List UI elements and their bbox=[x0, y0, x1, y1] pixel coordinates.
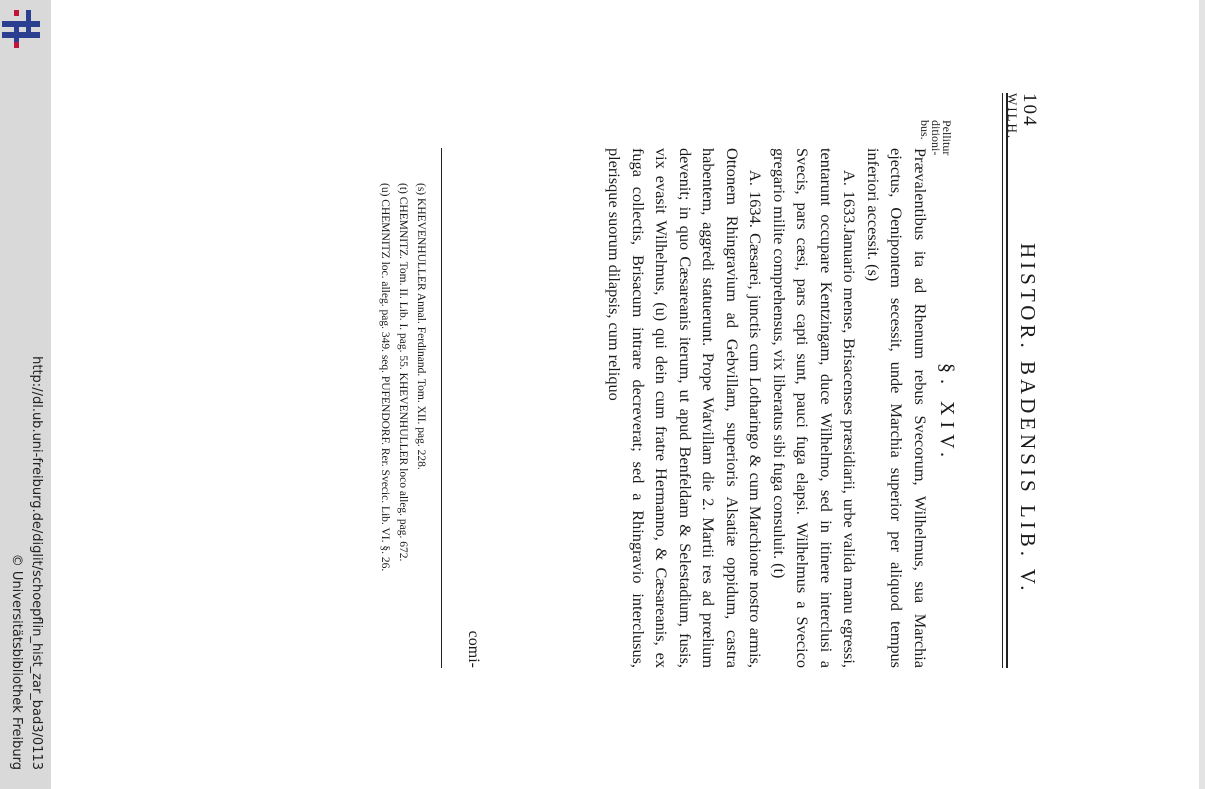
source-url[interactable]: http://dl.ub.uni-freiburg.de/diglit/schoepflin_hist_zar_bad3/0113 bbox=[29, 356, 44, 770]
footnote-s: (s) KHEVENHULLER Annal. Ferdinand. Tom. XII. pag. 228. bbox=[415, 183, 427, 470]
section-title: §. XIV. bbox=[936, 363, 958, 463]
page-number: 104 bbox=[1019, 93, 1040, 128]
scanned-page bbox=[162, 93, 1042, 668]
running-head bbox=[1012, 93, 1042, 663]
margin-note: Pellitur ditioni-bus. bbox=[918, 120, 954, 156]
catchword: comi- bbox=[465, 630, 482, 668]
copyright-notice: © Universitätsbibliothek Freiburg bbox=[9, 553, 24, 770]
left-sidebar bbox=[0, 0, 51, 789]
right-border bbox=[1199, 0, 1205, 789]
body-text bbox=[465, 148, 932, 668]
footnote-u: (u) CHEMNITZ loc. alleg. pag. 349. seq. PUFENDORF. Rer. Svecic. Lib. VI. §. 26. bbox=[379, 183, 391, 572]
paragraph-1: Prævalentibus ita ad Rhenum rebus Svecorum, Wilhelmus, sua Marchia ejectus, Oenipontem secessit, unde Marchia superior per aliquod tempus inferiori accessit. (s) bbox=[864, 148, 930, 668]
footnotes bbox=[376, 183, 430, 663]
margin-name: WILH. bbox=[1005, 93, 1020, 141]
running-title: HISTOR. BADENSIS LIB. V. bbox=[1016, 243, 1040, 595]
footnote-t: (t) CHEMNITZ. Tom. II. Lib. I. pag. 55. KHEVENHULLER loco alleg. pag. 672. bbox=[397, 183, 409, 562]
footnote-rule bbox=[441, 148, 442, 668]
paragraph-2: A. 1633.Januario mense, Brisacenses præsidiarii, urbe valida manu egressi, tentarunt occupare Kentzingam, duce Wilhelmo, sed in itinere interclusi a Svecis, pars cæsi, pars capti sunt, pauci fuga elapsi. Wilhelmus a Svecico gregario milite comprehensus, vix liberatus sibi fuga consuluit. (t) bbox=[770, 148, 860, 668]
header-rule bbox=[1006, 93, 1008, 668]
paragraph-3: A. 1634. Cæsarei, junctis cum Lotharingo & cum Marchione nostro armis, Ottonem Rhingravium ad Gebvillam, superioris Alsatiæ oppidum, castra habentem, aggredi statuerunt. Prope Watvillam die 2. Martii res ad prœlium devenit; in quo Cæsareanis iterum, ut apud Benfeldam & Selestadium, fusis, vix evasit Wilhelmus, (u) qui dein cum fratre Hermanno, & Cæsareanis, ex fuga collectis, Brisacum intrare decreverat; sed a Rhingravio interclusus, plerisque suorum dilapsis, cum reliquo bbox=[605, 148, 766, 668]
header-rule-thin bbox=[1002, 93, 1003, 668]
